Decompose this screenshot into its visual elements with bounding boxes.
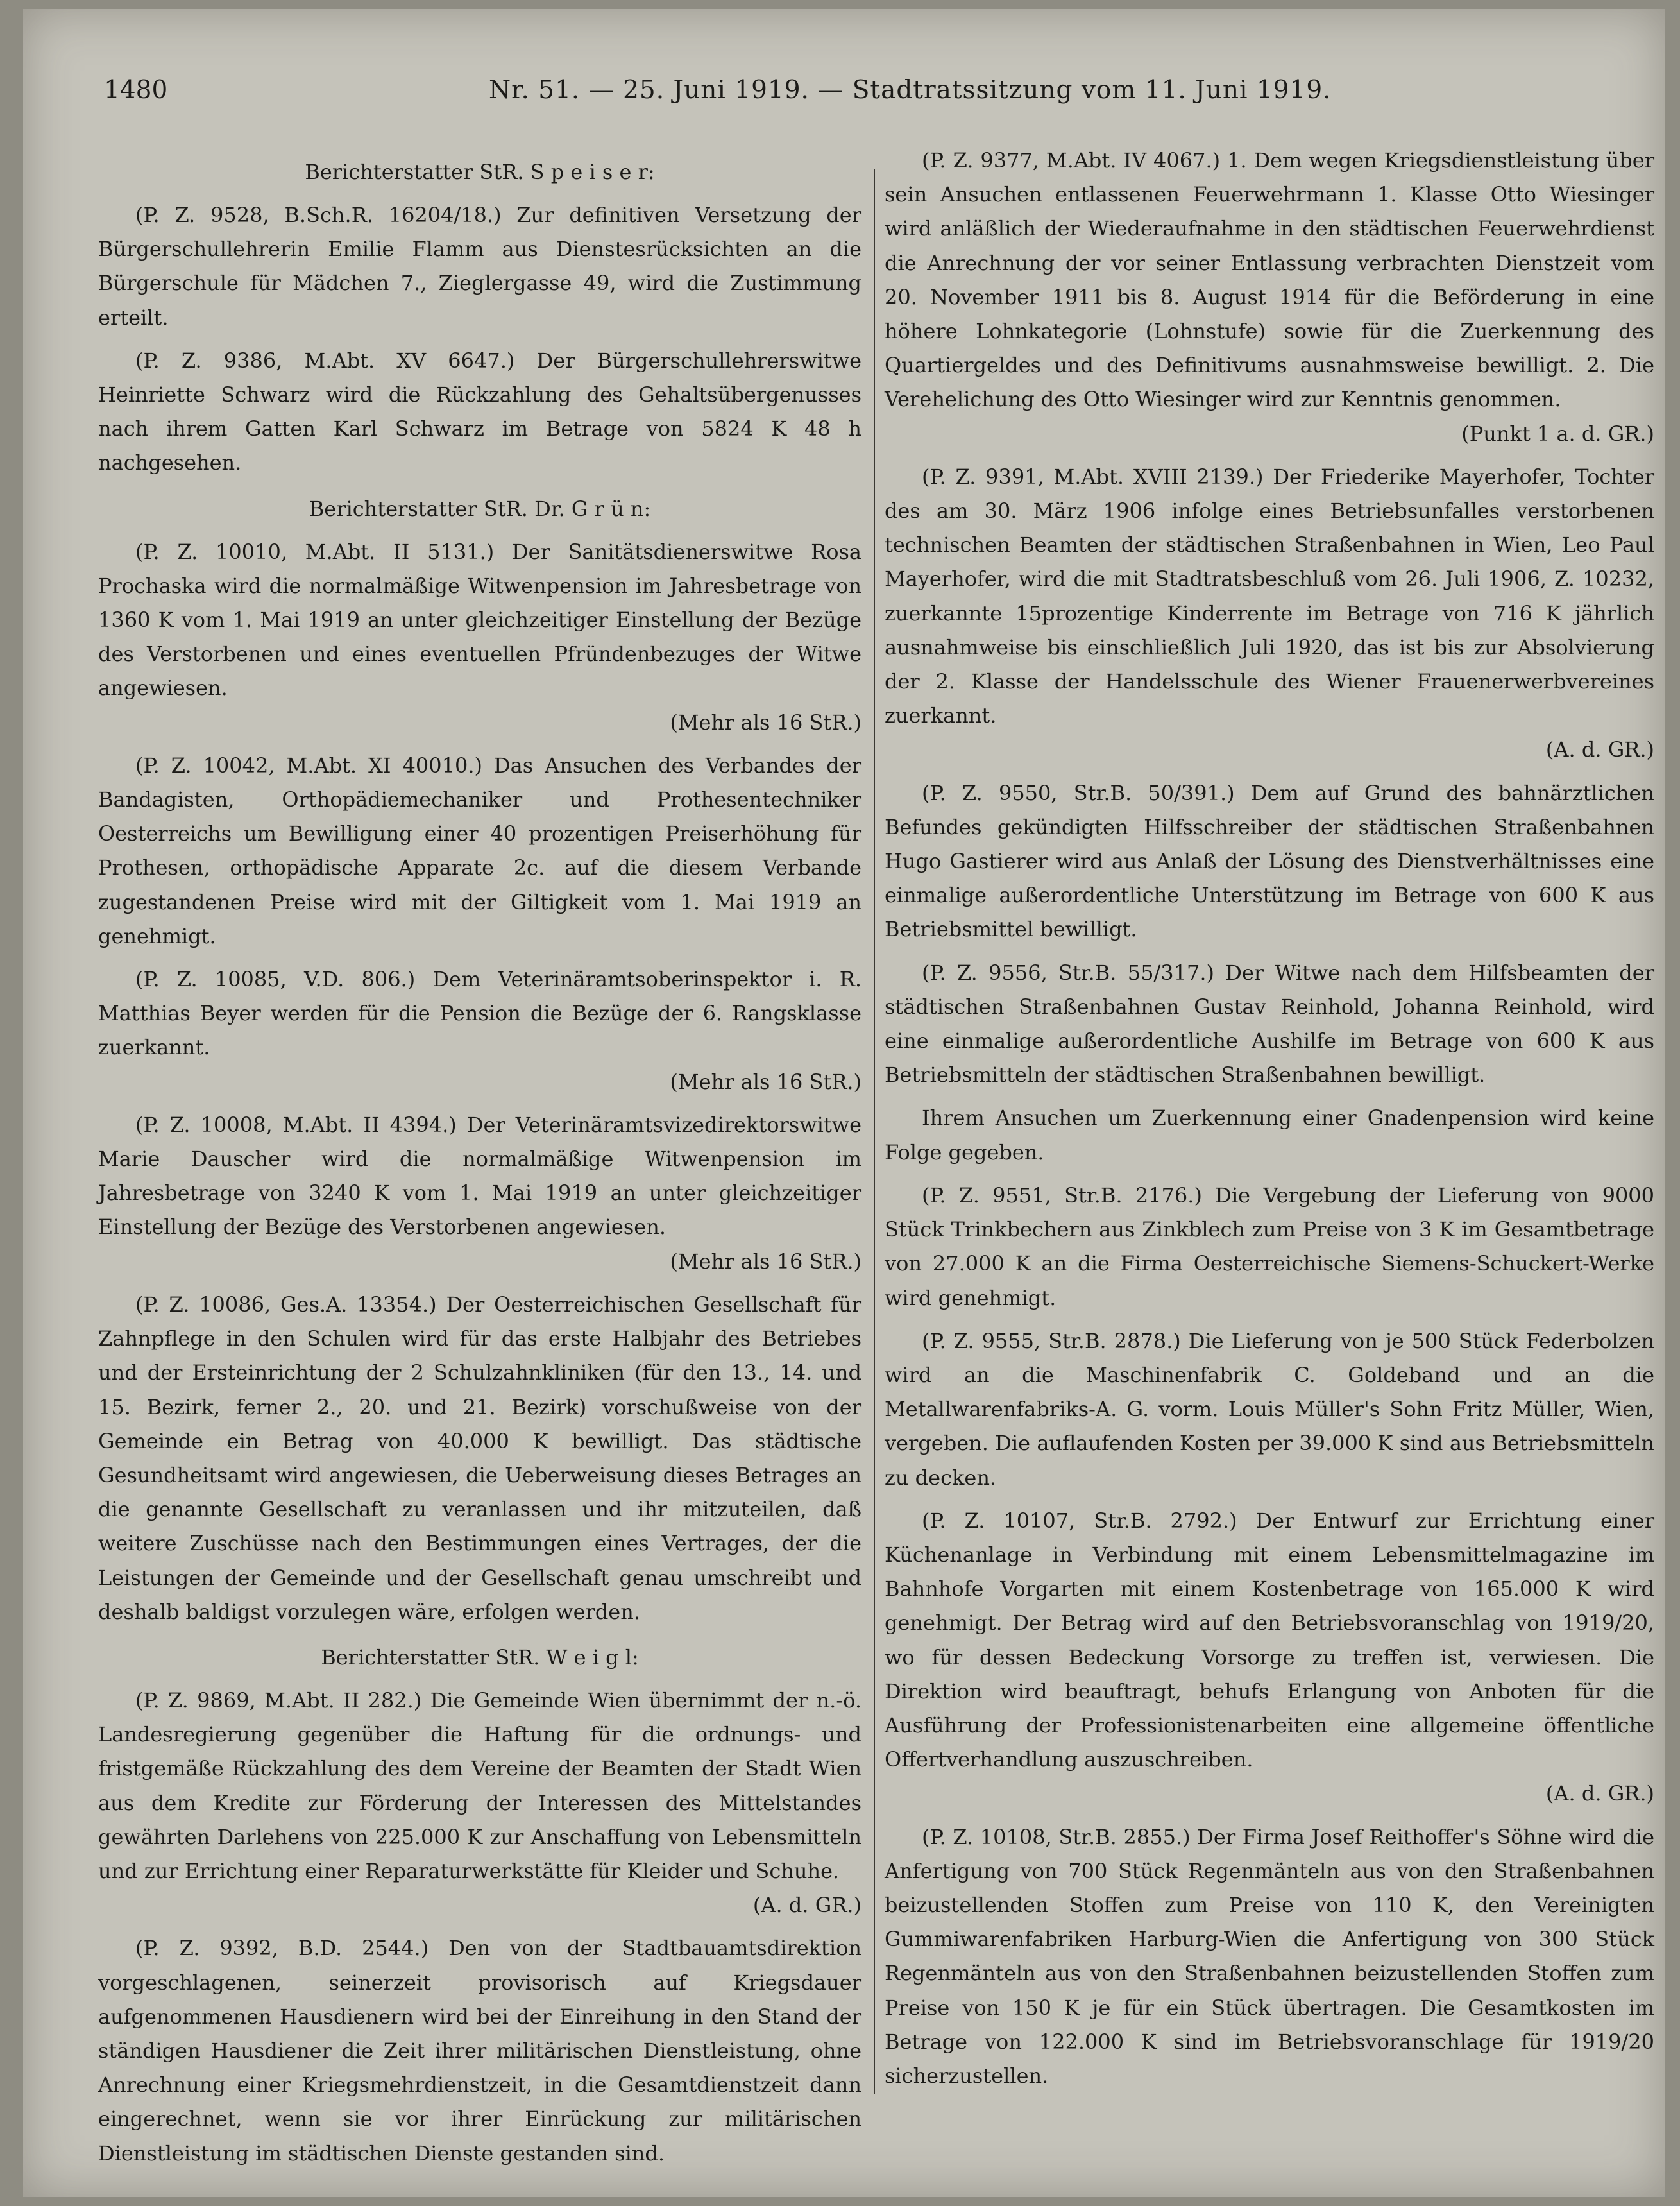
resolution-text: Dem auf Grund des bahnärztlichen Befundes gekündigten Hilfsschreiber der städtischen Straßenbahnen Hugo Gastierer wird aus Anlaß der Lösung des Dienstverhältnisses eine einmalige außerordentliche Unterstützung im Betrage von 600 K aus Betriebsmittel bewilligt. (885, 780, 1655, 942)
approval-note: (Mehr als 16 StR.) (670, 710, 861, 735)
file-reference: (P. Z. 9392, B.D. 2544.) (135, 1936, 429, 1961)
resolution-paragraph (98, 962, 861, 1099)
file-reference: (P. Z. 10085, V.D. 806.) (135, 967, 416, 992)
reporter-heading: Berichterstatter StR. W e i g l: (321, 1645, 639, 1670)
resolution-paragraph (885, 1504, 1654, 1811)
file-reference: (P. Z. 10042, M.Abt. XI 40010.) (135, 753, 482, 778)
resolution-text: Das Ansuchen des Verbandes der Bandagisten, Orthopädiemechaniker und Prothesentechniker Oesterreichs um Bewilligung einer 40 prozentigen Preiserhöhung für Prothesen, orthopädische Apparate 2c. auf die diesem Verbande zugestandenen Preise wird mit der Giltigkeit vom 1. Mai 1919 an genehmigt. (98, 753, 862, 948)
file-reference: (P. Z. 9528, B.Sch.R. 16204/18.) (135, 203, 502, 227)
resolution-paragraph (885, 776, 1654, 947)
resolution-text: Die Lieferung von je 500 Stück Federbolzen wird an die Maschinenfabrik C. Goldeband und an die Metallwarenfabriks-A. G. vorm. Louis Müller's Sohn Fritz Müller, Wien, vergeben. Die auflaufenden Kosten per 39.000 K sind aus Betriebsmitteln zu decken. (885, 1328, 1655, 1490)
file-reference: (P. Z. 9869, M.Abt. II 282.) (135, 1688, 422, 1713)
file-reference: (P. Z. 10010, M.Abt. II 5131.) (135, 539, 495, 564)
resolution-text: Der Friederike Mayerhofer, Tochter des am 30. März 1906 infolge eines Betriebsunfalles verstorbenen technischen Beamten der städtischen Straßenbahnen in Wien, Leo Paul Mayerhofer, wird die mit Stadtratsbeschluß vom 26. Juli 1906, Z. 10232, zuerkannte 15prozentige Kinderrente im Betrage von 716 K jährlich ausnahmweise bis einschließlich Juli 1920, das ist bis zur Absolvierung der 2. Klasse der Handelsschule des Wiener Frauenerwerbvereines zuerkannt. (885, 464, 1655, 728)
approval-note: (Mehr als 16 StR.) (670, 1069, 861, 1094)
resolution-paragraph (885, 144, 1654, 451)
resolution-paragraph (98, 749, 861, 953)
file-reference: (P. Z. 9550, Str.B. 50/391.) (922, 780, 1235, 805)
right-column (885, 144, 1654, 2102)
file-reference: (P. Z. 9386, M.Abt. XV 6647.) (135, 348, 515, 373)
resolution-paragraph (98, 1288, 861, 1629)
reporter-heading: Berichterstatter StR. Dr. G r ü n: (309, 496, 651, 521)
resolution-text: Der Entwurf zur Errichtung einer Küchenanlage in Verbindung mit einem Lebensmittelmagazine im Bahnhofe Vorgarten mit einem Kostenbetrage von 165.000 K wird genehmigt. Der Betrag wird auf den Betriebsvoranschlag von 1919/20, wo für dessen Bedeckung Vorsorge zu treffen ist, verwiesen. Die Direktion wird beauftragt, behufs Erlangung von Anboten für die Ausführung der Professionistenarbeiten eine allgemeine öffentliche Offertverhandlung auszuschreiben. (885, 1508, 1655, 1772)
resolution-text: Der Oesterreichischen Gesellschaft für Zahnpflege in den Schulen wird für das erste Halbjahr des Betriebes und der Ersteinrichtung der 2 Schulzahnkliniken (für den 13., 14. und 15. Bezirk, ferner 2., 20. und 21. Bezirk) vorschußweise von der Gemeinde ein Betrag von 40.000 K bewilligt. Das städtische Gesundheitsamt wird angewiesen, die Ueberweisung dieses Betrages an die genannte Gesellschaft zu veranlassen und ihr mitzuteilen, daß weitere Zuschüsse nach den Bestimmungen eines Vertrages, der die Leistungen der Gemeinde und der Gesellschaft genau umschreibt und deshalb baldigst vorzulegen wäre, erfolgen werden. (98, 1292, 862, 1624)
resolution-paragraph (885, 1820, 1654, 2094)
resolution-text: Der Firma Josef Reithoffer's Söhne wird die Anfertigung von 700 Stück Regenmänteln aus von den Straßenbahnen beizustellenden Stoffen zum Preise von 110 K, den Vereinigten Gummiwarenfabriken Harburg-Wien die Anfertigung von 300 Stück Regenmänteln aus von den Straßenbahnen beizustellenden Stoffen zum Preise von 150 K je für ein Stück übertragen. Die Gesamtkosten im Betrage von 122.000 K sind im Betriebsvoranschlage für 1919/20 sicherzustellen. (885, 1824, 1655, 2088)
approval-note: (A. d. GR.) (752, 1893, 861, 1918)
resolution-paragraph (885, 1324, 1654, 1495)
page-number: 1480 (104, 76, 168, 105)
approval-note: (Punkt 1 a. d. GR.) (1461, 421, 1654, 446)
file-reference: (P. Z. 10107, Str.B. 2792.) (922, 1508, 1237, 1533)
resolution-paragraph (885, 460, 1654, 767)
resolution-text: Den von der Stadtbauamtsdirektion vorgeschlagenen, seinerzeit provisorisch auf Kriegsdauer aufgenommenen Hausdienern wird bei der Einreihung in den Stand der ständigen Hausdiener die Zeit ihrer militärischen Dienstleistung, ohne Anrechnung einer Kriegsmehrdienstzeit, in die Gesamtdienstzeit dann eingerechnet, wenn sie vor ihrer Einrückung zur militärischen Dienstleistung im städtischen Dienste gestanden sind. (98, 1936, 862, 2166)
column-divider (874, 169, 875, 2094)
reporter-heading: Berichterstatter StR. S p e i s e r: (305, 160, 655, 184)
resolution-paragraph (885, 1179, 1654, 1315)
resolution-text: Der Bürgerschullehrerswitwe Heinriette Schwarz wird die Rückzahlung des Gehaltsübergenusses nach ihrem Gatten Karl Schwarz im Betrage von 5824 K 48 h nachgesehen. (98, 348, 862, 475)
resolution-text: Dem Veterinäramtsoberinspektor i. R. Matthias Beyer werden für die Pension die Bezüge der 6. Rangsklasse zuerkannt. (98, 967, 862, 1060)
resolution-paragraph (98, 1684, 861, 1922)
resolution-paragraph: Ihrem Ansuchen um Zuerkennung einer Gnadenpension wird keine Folge gegeben. (885, 1106, 1654, 1165)
resolution-text: Der Sanitätsdienerswitwe Rosa Prochaska wird die normalmäßige Witwenpension im Jahresbetrage von 1360 K vom 1. Mai 1919 an unter gleichzeitiger Einstellung der Bezüge des Verstorbenen und eines eventuellen Pfründenbezuges der Witwe angewiesen. (98, 539, 861, 701)
approval-note: (Mehr als 16 StR.) (670, 1249, 861, 1274)
newspaper-page (23, 9, 1665, 2197)
file-reference: (P. Z. 9377, M.Abt. IV 4067.) (922, 148, 1221, 173)
resolution-text: Die Gemeinde Wien übernimmt der n.-ö. Landesregierung gegenüber die Haftung für die ordnungs- und fristgemäße Rückzahlung des dem Vereine der Beamten der Stadt Wien aus dem Kredite zur Förderung der Interessen des Mittelstandes gewährten Darlehens von 225.000 K zur Anschaffung von Lebensmitteln und zur Errichtung einer Reparaturwerkstätte für Kleider und Schuhe. (98, 1688, 862, 1883)
file-reference: (P. Z. 10108, Str.B. 2855.) (922, 1824, 1191, 1849)
resolution-paragraph (98, 1931, 861, 2170)
left-column (98, 144, 861, 2180)
resolution-text: 1. Dem wegen Kriegsdienstleistung über sein Ansuchen entlassenen Feuerwehrmann 1. Klasse Otto Wiesinger wird anläßlich der Wiederaufnahme in den städtischen Feuerwehrdienst die Anrechnung der vor seiner Entlassung verbrachten Dienstzeit vom 20. November 1911 bis 8. August 1914 für die Beförderung in eine höhere Lohnkategorie (Lohnstufe) sowie für die Zuerkennung des Quartiergeldes und des Definitivums ausnahmsweise bewilligt. 2. Die Verehelichung des Otto Wiesinger wird zur Kenntnis genommen. (885, 148, 1654, 412)
resolution-paragraph (98, 1108, 861, 1279)
approval-note: (A. d. GR.) (1545, 737, 1654, 762)
file-reference: (P. Z. 9551, Str.B. 2176.) (922, 1183, 1202, 1208)
running-title: Nr. 51. — 25. Juni 1919. — Stadtratssitzung vom 11. Juni 1919. (489, 76, 1332, 105)
resolution-text: Der Witwe nach dem Hilfsbeamten der städtischen Straßenbahnen Gustav Reinhold, Johanna Reinhold, wird eine einmalige außerordentliche Aushilfe im Betrage von 600 K aus Betriebsmitteln der städtischen Straßenbahnen bewilligt. (885, 960, 1655, 1088)
file-reference: (P. Z. 9556, Str.B. 55/317.) (922, 960, 1214, 985)
resolution-paragraph (98, 198, 861, 335)
resolution-text: Der Veterinäramtsvizedirektorswitwe Marie Dauscher wird die normalmäßige Witwenpension im Jahresbetrage von 3240 K vom 1. Mai 1919 an unter gleichzeitiger Einstellung der Bezüge des Verstorbenen angewiesen. (98, 1112, 862, 1240)
resolution-paragraph (98, 344, 861, 481)
resolution-text: Die Vergebung der Lieferung von 9000 Stück Trinkbechern aus Zinkblech zum Preise von 3 K im Gesamtbetrage von 27.000 K an die Firma Oesterreichische Siemens-Schuckert-Werke wird genehmigt. (885, 1183, 1655, 1310)
approval-note: (A. d. GR.) (1545, 1781, 1654, 1806)
file-reference: (P. Z. 10008, M.Abt. II 4394.) (135, 1112, 457, 1137)
resolution-text: Zur definitiven Versetzung der Bürgerschullehrerin Emilie Flamm aus Dienstesrücksichten an die Bürgerschule für Mädchen 7., Zieglergasse 49, wird die Zustimmung erteilt. (98, 203, 862, 330)
resolution-paragraph (885, 956, 1654, 1093)
file-reference: (P. Z. 10086, Ges.A. 13354.) (135, 1292, 437, 1317)
file-reference: (P. Z. 9555, Str.B. 2878.) (922, 1328, 1181, 1353)
file-reference: (P. Z. 9391, M.Abt. XVIII 2139.) (922, 464, 1264, 489)
resolution-paragraph (98, 535, 861, 740)
page-header (104, 76, 1336, 121)
